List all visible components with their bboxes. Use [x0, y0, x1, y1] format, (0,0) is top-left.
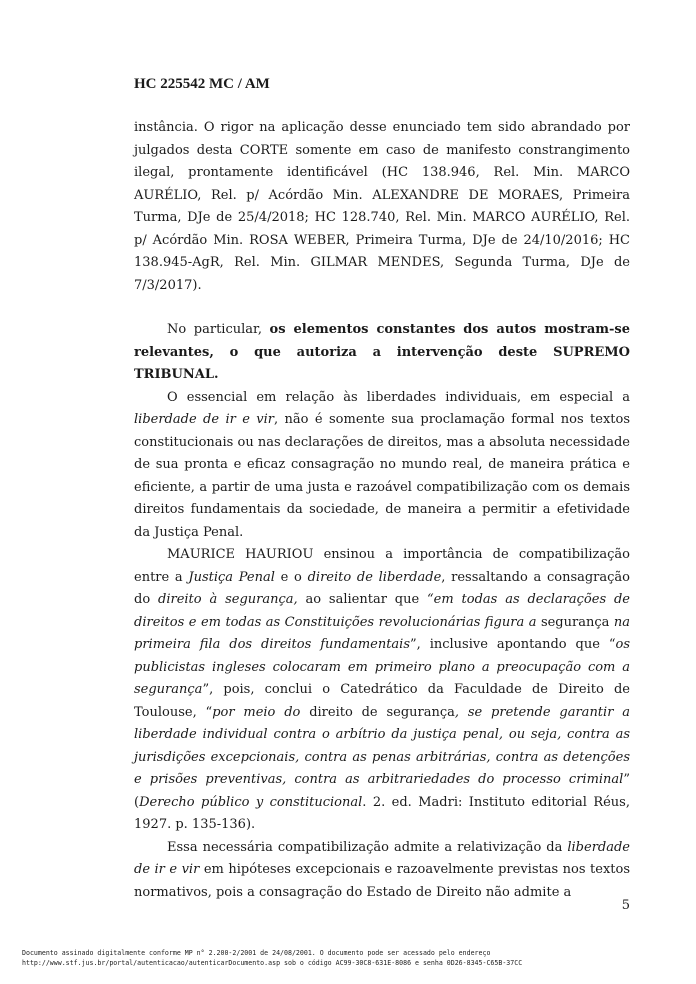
paragraph-3: [134, 387, 630, 545]
paragraph-4-italic-2: direito de liberdade: [307, 569, 442, 585]
paragraph-4-text-7: ”, pois, conclui o Catedrático da Faculdade de Direito de Toulouse, “: [134, 682, 630, 720]
paragraph-4-italic-7: por meio do: [212, 704, 310, 720]
paragraph-1-text: instância. O rigor na aplicação desse enunciado tem sido abrandado por julgados desta CORTE somente em caso de manifesto constrangimento ilegal, prontamente identificável (HC 138.946, Rel. Min. MARCO AURÉLIO, Rel. p/ Acórdão Min. ALEXANDRE DE MORAES, Primeira Turma, DJe de 25/4/2018; HC 128.740, Rel. Min. MARCO AURÉLIO, Rel. p/ Acórdão Min. ROSA WEBER, Primeira Turma, DJe de 24/10/2016; HC 138.945-AgR, Rel. Min. GILMAR MENDES, Segunda Turma, DJe de 7/3/2017).: [134, 120, 630, 293]
paragraph-3-text-2: , não é somente sua proclamação formal nos textos constitucionais ou nas declarações de direitos, mas a absoluta necessidade de sua pronta e eficaz consagração no mundo real, de maneira prática e eficiente, a partir de uma justa e razoável compatibilização com os demais direitos fundamentais da sociedade, de maneira a permitir a efetividade da Justiça Penal.: [134, 412, 630, 540]
paragraph-4-text-2: e o: [274, 569, 308, 585]
paragraph-4-italic-3: direito à segurança,: [158, 592, 298, 607]
paragraph-4-text-5: segurança: [540, 614, 610, 630]
case-header: HC 225542 MC / AM: [134, 76, 270, 92]
paragraph-3-italic: liberdade de ir e vir: [134, 412, 275, 427]
paragraph-2-text: No particular,: [167, 322, 270, 337]
paragraph-4-text-3: , ressaltando a consagração do: [134, 569, 631, 607]
document-body: [134, 117, 630, 904]
paragraph-5-text-1: Essa necessária compatibilização admite a relativização da: [167, 839, 568, 855]
paragraph-5-text-2: em hipóteses excepcionais e razoavelmente previstas nos textos normativos, pois a consagração do Estado de Direito não admite a: [134, 862, 630, 900]
paragraph-4-text-9: ” (: [134, 772, 630, 810]
paragraph-4-text-6: ”, inclusive apontando que “: [410, 637, 616, 652]
paragraph-4-text-8: direito de segurança: [309, 704, 455, 720]
page-number: 5: [621, 898, 630, 913]
paragraph-1: [134, 117, 630, 297]
paragraph-4: [134, 544, 630, 837]
paragraph-4-italic-1: Justiça Penal: [188, 569, 275, 585]
paragraph-3-text-1: O essencial em relação às liberdades individuais, em especial a: [167, 389, 630, 405]
paragraph-5: [134, 837, 630, 905]
paragraph-4-italic-4: “em todas as declarações de direitos e em todas as Constituições revolucionárias figura a: [134, 592, 630, 630]
paragraph-4-italic-8: , se pretende garantir a liberdade individual contra o arbítrio da justiça penal, ou seja, contra as jurisdições excepcionais, contra as penas arbitrárias, contra as detenções e prisões preventivas, contra as arbitrariedades do processo criminal: [134, 704, 630, 787]
footer-line-2[interactable]: http://www.stf.jus.br/portal/autenticacao/autenticarDocumento.asp sob o código AC99-30C8-631E-8086 e senha 0D26-8345-C65B-37CC: [22, 959, 523, 967]
paragraph-4-text-4: ao salientar que: [297, 592, 428, 607]
footer-line-1: Documento assinado digitalmente conforme MP n° 2.200-2/2001 de 24/08/2001. O documento pode ser acessado pelo endereço: [22, 949, 491, 957]
paragraph-4-italic-9: Derecho público y constitucional: [139, 794, 363, 810]
paragraph-4-text-1: MAURICE HAURIOU ensinou a importância de compatibilização entre a: [134, 547, 630, 585]
signature-footer: [22, 948, 682, 968]
paragraph-4-italic-5: na primeira fila dos direitos fundamentais: [134, 614, 630, 652]
paragraph-2: [134, 319, 630, 387]
paragraph-5-italic: liberdade de ir e vir: [134, 839, 630, 877]
paragraph-4-text-10: . 2. ed. Madri: Instituto editorial Réus, 1927. p. 135-136).: [134, 794, 630, 832]
paragraph-4-italic-6: os publicistas ingleses colocaram em primeiro plano a preocupação com a segurança: [134, 637, 630, 697]
paragraph-2-bold: os elementos constantes dos autos mostram-se relevantes, o que autoriza a intervenção deste SUPREMO TRIBUNAL.: [134, 322, 630, 382]
